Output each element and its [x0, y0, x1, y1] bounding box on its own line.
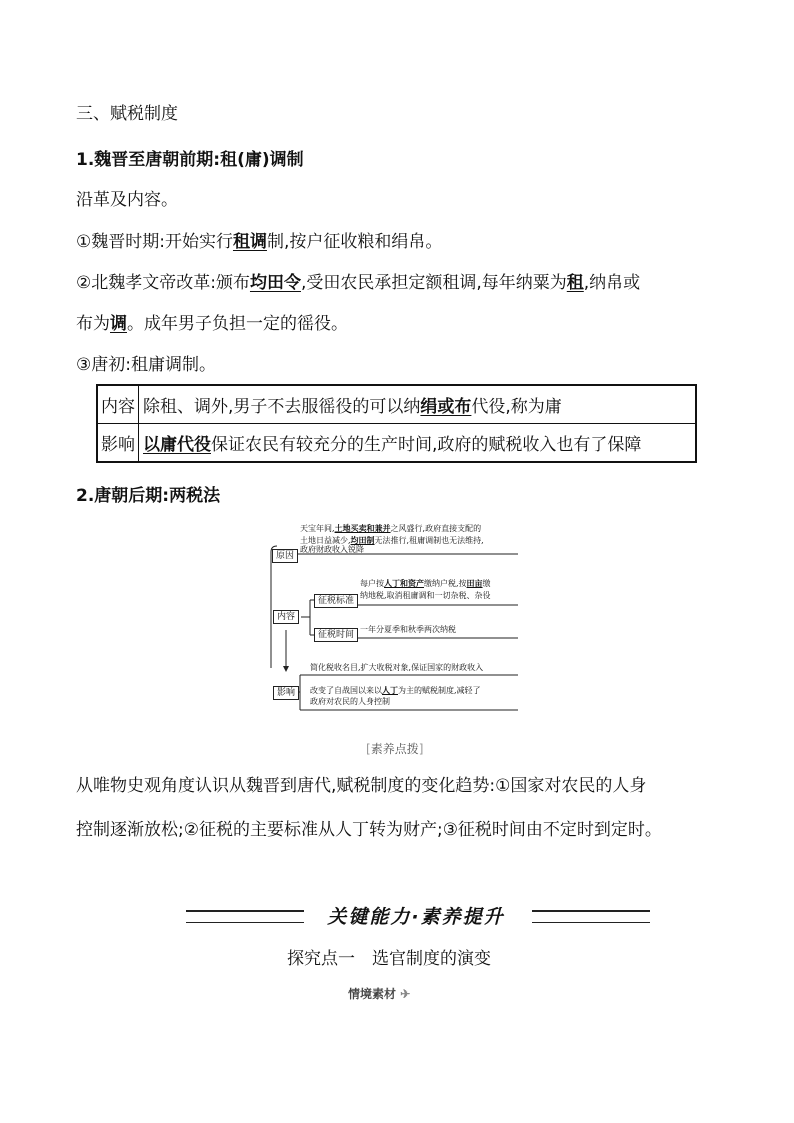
table-row: [98, 423, 695, 461]
standard-line-1: 每户按人丁和资产缴纳户税,按田亩缴: [360, 578, 491, 588]
item-2-u3: 调: [110, 314, 127, 334]
section-heading: 三、赋税制度: [76, 104, 178, 124]
badge-label: 素养点拨: [370, 742, 419, 756]
item-2-u2: 租: [566, 273, 584, 293]
conclusion-line-2: 控制逐渐放松;②征税的主要标准从人丁转为财产;③征税时间由不定时到定时。: [76, 820, 662, 840]
impact-line-2: 改变了自战国以来以人丁为主的赋税制度,减轻了: [310, 685, 481, 695]
section-banner: [186, 902, 650, 928]
item-2-b: ,受田农民承担定额租调,每年纳粟为: [300, 273, 567, 293]
box-impact: 影响: [273, 686, 299, 700]
table-cell-content: [139, 392, 562, 417]
item-1-b: 制,按户征收粮和绢帛。: [266, 232, 443, 252]
box-standard: 征税标准: [314, 594, 358, 608]
subsection-title-2: 2.唐朝后期:两税法: [76, 486, 221, 506]
item-2-u1: 均田令: [249, 273, 301, 293]
literacy-badge: [素养点拨]: [366, 742, 424, 756]
item-3: ③唐初:租庸调制。: [76, 355, 216, 375]
standard-line-2: 纳地税,取消租庸调和一切杂税、杂役: [360, 591, 491, 600]
banner-title: 关键能力·素养提升: [327, 906, 505, 928]
box-time: 征税时间: [314, 628, 358, 642]
two-tax-diagram: [268, 520, 520, 716]
item-1-u: 租调: [232, 232, 267, 252]
item-2-c: ,纳帛或: [583, 273, 641, 293]
impact-line-3: 政府对农民的人身控制: [310, 697, 390, 706]
table-row: [98, 386, 695, 423]
box-reason: 原因: [272, 549, 298, 563]
item-1-a: ①魏晋时期:开始实行: [76, 232, 233, 252]
table-cell-impact: [139, 430, 641, 455]
info-table: [96, 384, 697, 463]
item-2-line2: [76, 314, 348, 334]
item-1: [76, 232, 442, 252]
banner-rule-right: [532, 910, 650, 923]
item-2-d: 布为: [76, 314, 110, 334]
exploration-heading: 探究点一 选官制度的演变: [287, 949, 491, 969]
banner-rule-left: [186, 910, 304, 923]
reason-line-2: 土地日益减少,均田制无法推行,租庸调制也无法维持,: [300, 535, 484, 545]
cell-text: 代役,称为庸: [471, 397, 562, 417]
table-head-impact: 影响: [98, 424, 139, 461]
impact-line-1: 简化税收名目,扩大收税对象,保证国家的财政收入: [310, 663, 484, 672]
intro-text: 沿革及内容。: [76, 190, 178, 210]
time-line-1: 一年分夏季和秋季两次纳税: [360, 625, 456, 634]
box-content: 内容: [273, 610, 299, 624]
reason-line-3: 政府财政收入锐降: [300, 545, 364, 554]
conclusion-line-1: 从唯物史观角度认识从魏晋到唐代,赋税制度的变化趋势:①国家对农民的人身: [76, 776, 647, 796]
paper-plane-icon: ✈: [400, 987, 411, 1001]
item-2-line1: [76, 273, 640, 293]
reason-line-1: 天宝年间,土地买卖和兼并之风盛行,政府直接支配的: [300, 523, 482, 533]
context-material-tag: 情境素材 ✈: [348, 987, 411, 1001]
table-head-content: 内容: [98, 386, 139, 423]
cell-text: 保证农民有较充分的生产时间,政府的赋税收入也有了保障: [211, 435, 642, 455]
subsection-title-1: 1.魏晋至唐朝前期:租(庸)调制: [76, 150, 304, 170]
cell-underline: 绢或布: [420, 397, 472, 417]
cell-text: 除租、调外,男子不去服徭役的可以纳: [143, 397, 421, 417]
item-2-e: 。成年男子负担一定的徭役。: [127, 314, 348, 334]
cell-underline: 以庸代役: [143, 435, 211, 455]
item-2-a: ②北魏孝文帝改革:颁布: [76, 273, 250, 293]
